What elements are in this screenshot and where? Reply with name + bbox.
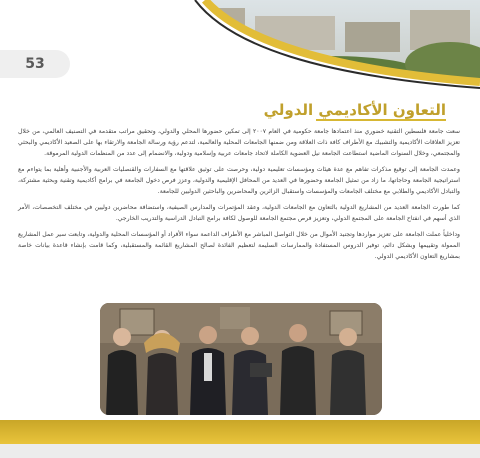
body-text — [18, 126, 460, 267]
footer-strip — [0, 444, 480, 458]
header-campus-photo — [0, 0, 480, 90]
meeting-group-photo — [100, 303, 382, 415]
paragraph-3: كما طورت الجامعة العديد من المشاريع الدولية بالتعاون مع الجامعات الدولية، وعقد المؤتمرات والمدارس الصيفية، واستضافة محاضرين دوليين في مختلف التخصصات، الأمر الذي أسهم في انفتاح الجامعة على المجتمع الدولي، وتعزيز فرص مجتمع الجامعة للوصول لكافة برامج التبادل الدراسية والتدريب الخارجي. — [18, 204, 460, 222]
page-number: 53 — [0, 50, 70, 78]
paragraph-4: وداخلياً عملت الجامعة على تعزيز مواردها وتجنيد الأموال من خلال التواصل المباشر مع الأطراف الداعمة سواء الأفراد أو المؤسسات المحلية والدولية، وتابعت سير عمل المشاريع الممولة وتقييمها وبشكل دائم، توفير الدروس المستفادة والممارسات السليمة لتعظيم الفائدة لصالح المشاريع القائمة والمستقبلية، وكما قامت بإنشاء قاعدة بيانات خاصة بمشاريع التعاون الأكاديمي الدولي. — [18, 231, 460, 260]
paragraph-2: وعمدت الجامعة إلى توقيع مذكرات تفاهم مع عدة هيئات ومؤسسات تعليمية دولية، وحرصت على توثيق علاقتها مع السفارات والقنصليات العربية والأجنبية وأهلية بما يتواءم مع استراتيجية الجامعة وحاجاتها، ما زاد من تمثيل الجامعة وحضورها في العديد من المحافل الإقليمية والدولية، وعزز فرص دخول الجامعة في برامج أكاديمية وتقنية وبحثية مشتركة، والتبادل الأكاديمي والطلابي مع مختلف الجامعات والمؤسسات واستقبال الزائرين والمحاضرين والباحثين الدوليين للجامعة. — [18, 166, 460, 195]
section-title: التعاون الأكاديمي الدولي — [263, 101, 446, 119]
title-underline — [316, 119, 446, 121]
paragraph-1: سعت جامعة فلسطين التقنية خضوري منذ اعتمادها جامعة حكومية في العام ٢٠٠٧ إلى تمكين حضورها المحلي والدولي، وتحقيق مراتب متقدمة في التصنيف العالمي، من خلال تعزيز العلاقات الأكاديمية والتشبيك مع الأطراف كافة ذات العلاقة ومن ضمنها الجامعات المحلية والعالمية، لتدعم رؤية ورسالة الجامعة والارتقاء بها على الصعيد الأكاديمي والبحثي والمجتمعي، وخلال السنوات الماضية استطاعت الجامعة نيل العضوية الكاملة لاتحاد جامعات عربية وإسلامية ودولية، والانضمام إلى عدد من المنظمات الدولية المرموقة. — [18, 128, 461, 157]
footer-accent-band — [0, 420, 480, 444]
